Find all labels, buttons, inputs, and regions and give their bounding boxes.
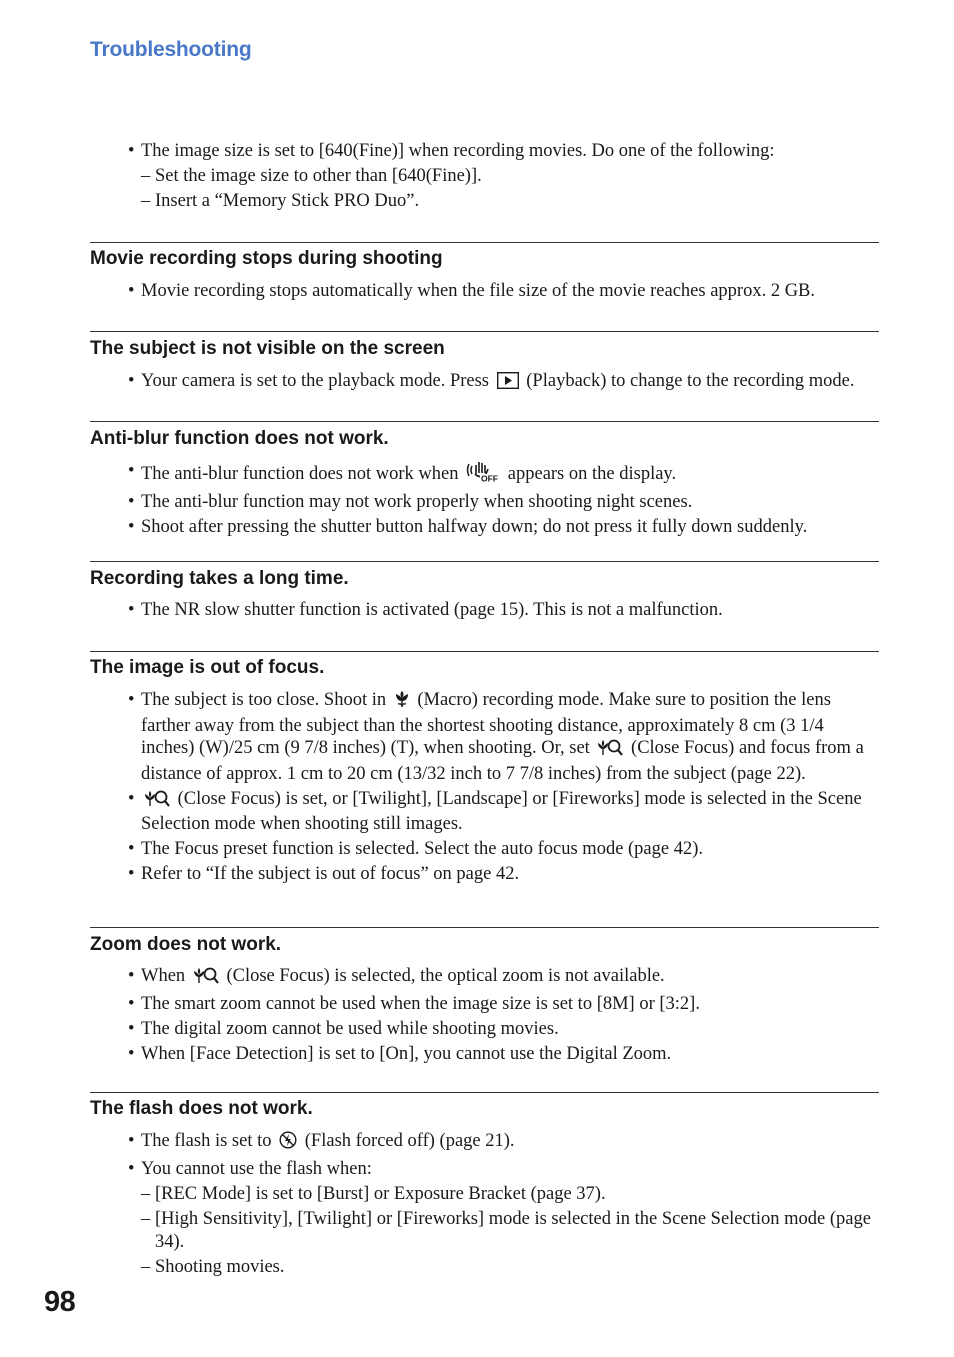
svg-text:OFF: OFF [481, 473, 499, 482]
list-item: • The smart zoom cannot be used when the image size is set to [8M] or [3:2]. [128, 993, 700, 1014]
dash: – [141, 1183, 151, 1204]
section-divider [90, 561, 879, 562]
bullet: • [128, 600, 135, 620]
list-item: • The anti-blur function does not work when OFF appears on the display. [128, 460, 880, 489]
bullet: • [128, 1158, 135, 1179]
playback-icon [497, 372, 519, 396]
sub-item: – Insert a “Memory Stick PRO Duo”. [141, 190, 420, 211]
dash: – [141, 190, 151, 211]
section-heading: Zoom does not work. [90, 934, 282, 955]
section-list [128, 965, 880, 1068]
list-item: • You cannot use the flash when: [128, 1158, 372, 1179]
anti-blur-off-icon [466, 460, 500, 489]
bullet: • [128, 993, 135, 1014]
intro-list [128, 140, 880, 215]
bullet: • [128, 516, 135, 537]
bullet: • [128, 141, 135, 161]
bullet: • [128, 864, 135, 885]
bullet: • [128, 966, 135, 986]
list-item: • Refer to “If the subject is out of focus” on page 42. [128, 864, 520, 885]
running-head: Troubleshooting [90, 38, 252, 61]
list-item: • The flash is set to (Flash forced off) (page 21). [128, 1130, 880, 1156]
list-item: • The digital zoom cannot be used while shooting movies. [128, 1018, 559, 1039]
sub-item: – [REC Mode] is set to [Burst] or Exposure Bracket (page 37). [141, 1183, 606, 1204]
list-item: • When (Close Focus) is selected, the optical zoom is not available. [128, 965, 880, 991]
list-item: • (Close Focus) is set, or [Twilight], [Landscape] or [Fireworks] mode is selected in the Scene Selection mode when shooting still images. [128, 788, 862, 835]
section-heading: Movie recording stops during shooting [90, 248, 443, 269]
sub-item: – Shooting movies. [141, 1256, 285, 1277]
bullet: • [128, 690, 135, 710]
section-heading: Recording takes a long time. [90, 568, 349, 589]
dash: – [141, 1208, 151, 1229]
list-item: • The Focus preset function is selected. Select the auto focus mode (page 42). [128, 839, 704, 860]
bullet: • [128, 491, 135, 512]
section-heading: The flash does not work. [90, 1098, 313, 1119]
bullet: • [128, 788, 135, 809]
section-heading: The image is out of focus. [90, 657, 325, 678]
close-focus-icon [597, 738, 623, 763]
flash-off-icon [279, 1131, 297, 1156]
page-number: 98 [44, 1286, 76, 1318]
list-item: • The anti-blur function may not work properly when shooting night scenes. [128, 491, 693, 512]
list-item: • The subject is too close. Shoot in (Macro) recording mode. Make sure to position the lens farther away from the subject than the shortest shooting distance, approximately 8 cm (3 1/4 inches) (W)/25 cm (9 7/8 inches) (T), when shooting. Or, set (Close Focus) and focus from a distance of approx. 1 cm to 20 cm (13/32 inch to 7 7/8 inches) from the subject (page 22). [128, 690, 864, 784]
close-focus-icon [193, 966, 219, 991]
sub-item: – [High Sensitivity], [Twilight] or [Fireworks] mode is selected in the Scene Selection mode (page 34). [141, 1208, 871, 1252]
section-divider [90, 1092, 879, 1093]
dash: – [141, 165, 151, 186]
list-item: • Movie recording stops automatically when the file size of the movie reaches approx. 2 GB. [128, 281, 816, 301]
section-list [128, 280, 880, 305]
section-divider [90, 421, 879, 422]
bullet: • [128, 461, 135, 481]
list-item: • The image size is set to [640(Fine)] when recording movies. Do one of the following: [128, 141, 775, 161]
close-focus-icon [144, 789, 170, 814]
section-list [128, 689, 880, 888]
section-heading: The subject is not visible on the screen [90, 338, 445, 359]
list-item: • Your camera is set to the playback mode. Press (Playback) to change to the recording mode. [128, 370, 880, 396]
section-heading: Anti-blur function does not work. [90, 428, 389, 449]
bullet: • [128, 1131, 135, 1151]
section-list [128, 370, 880, 398]
section-divider [90, 651, 879, 652]
bullet: • [128, 839, 135, 860]
dash: – [141, 1256, 151, 1277]
bullet: • [128, 1018, 135, 1039]
bullet: • [128, 371, 135, 391]
section-divider [90, 242, 879, 243]
sub-item: – Set the image size to other than [640(Fine)]. [141, 165, 482, 186]
list-item: • When [Face Detection] is set to [On], you cannot use the Digital Zoom. [128, 1043, 672, 1064]
list-item: • Shoot after pressing the shutter button halfway down; do not press it fully down suddenly. [128, 516, 808, 537]
section-list [128, 599, 880, 624]
section-divider [90, 331, 879, 332]
macro-icon [394, 690, 410, 715]
section-list [128, 1130, 880, 1281]
list-item: • The NR slow shutter function is activated (page 15). This is not a malfunction. [128, 600, 723, 620]
section-list [128, 460, 880, 541]
bullet: • [128, 281, 135, 301]
bullet: • [128, 1043, 135, 1064]
section-divider [90, 927, 879, 928]
